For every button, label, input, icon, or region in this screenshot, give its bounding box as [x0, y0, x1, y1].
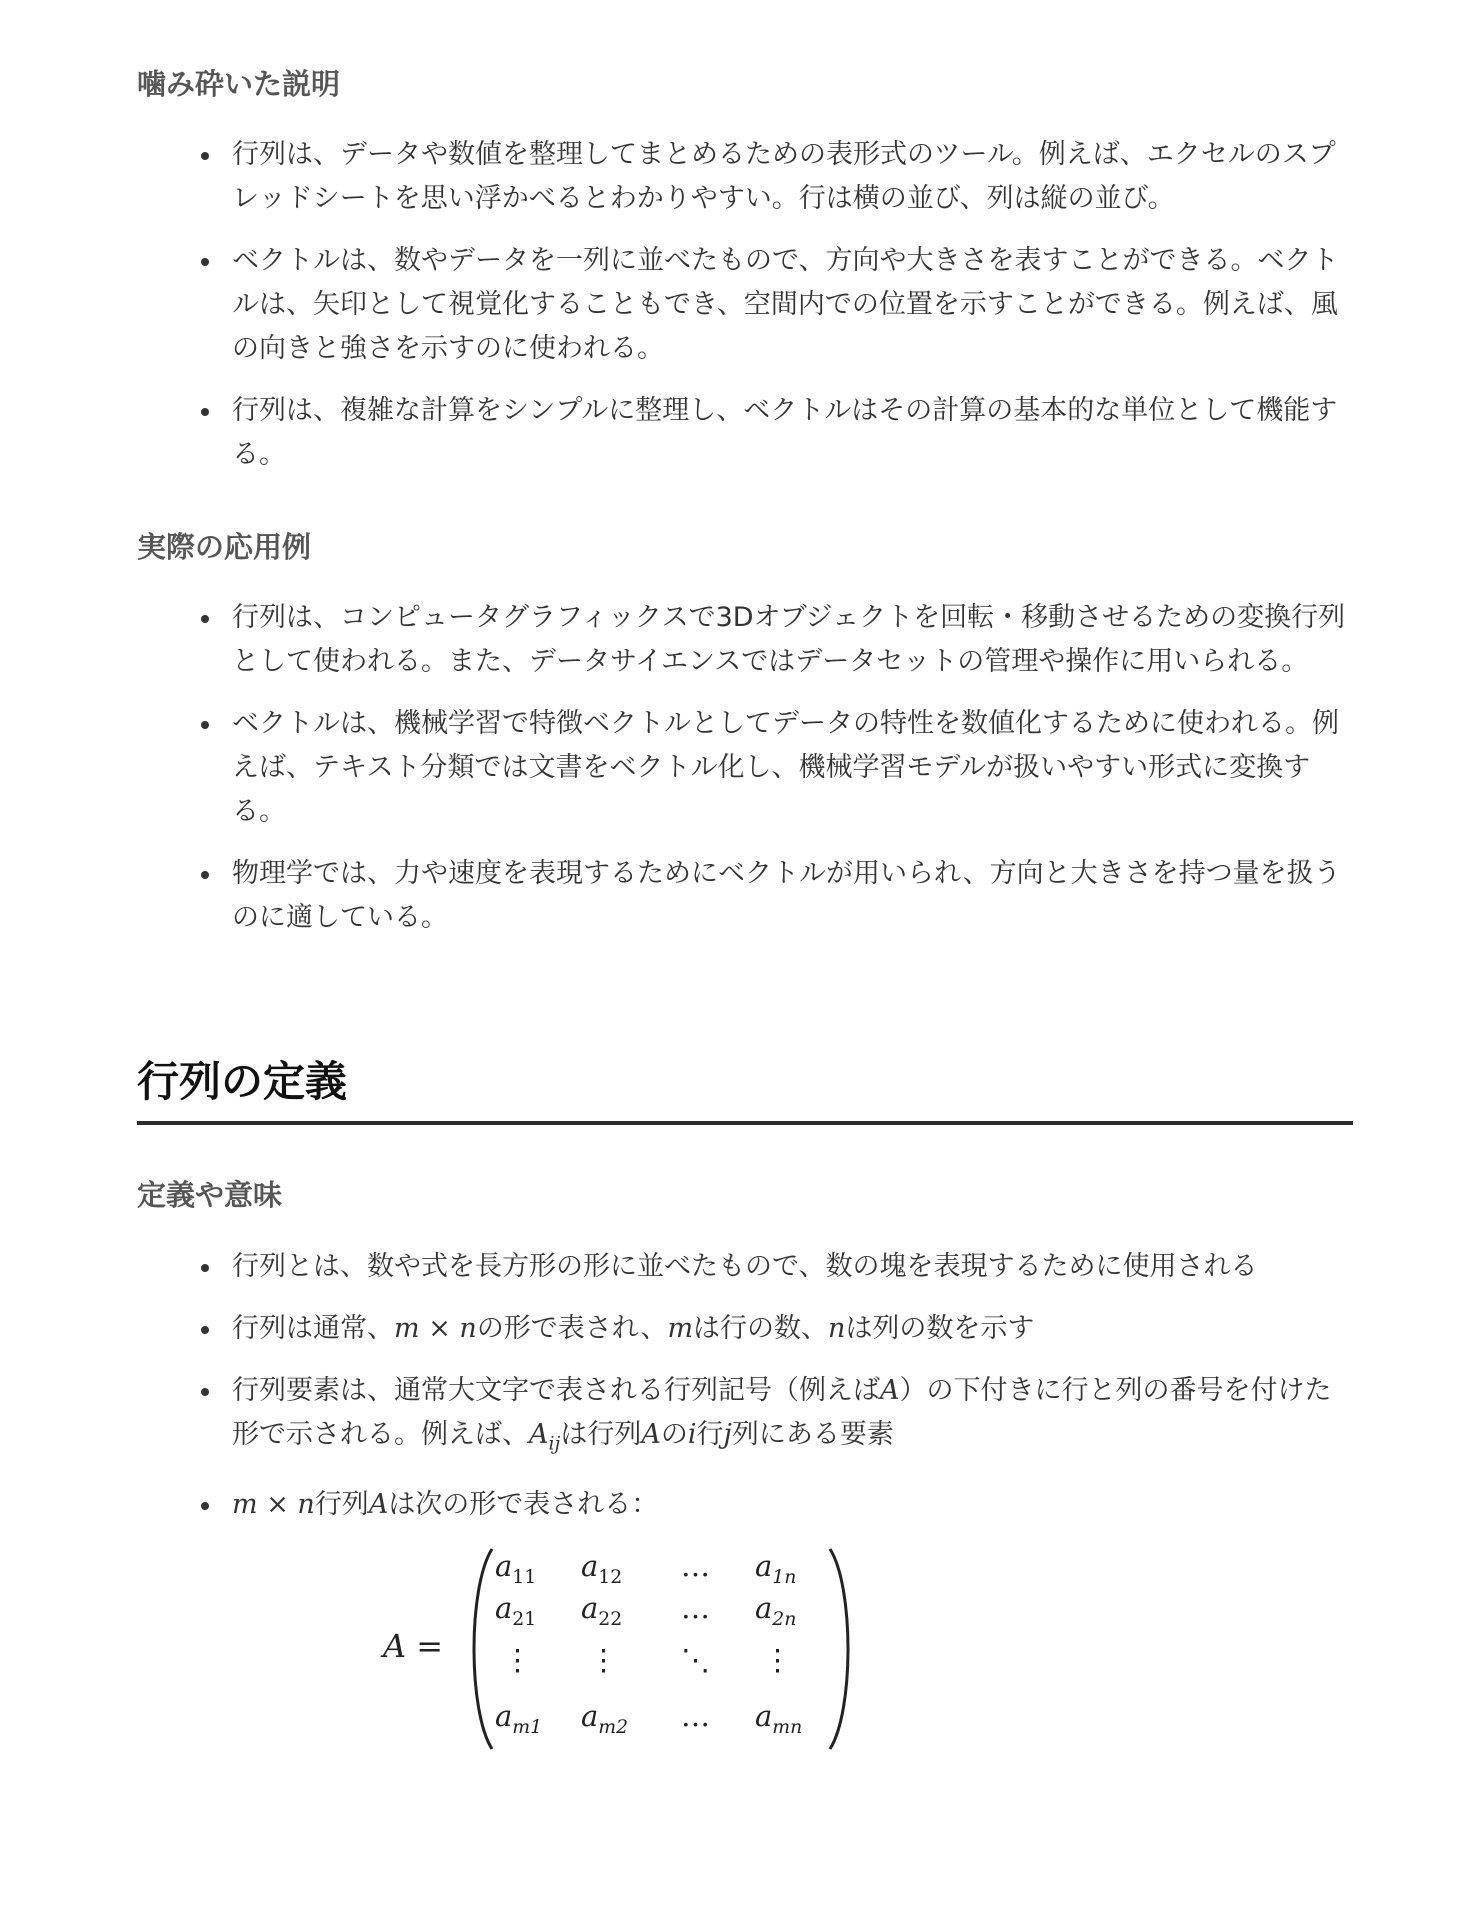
- matrix-cell: $a_{2n}$: [755, 1591, 797, 1630]
- list-item: ベクトルは、機械学習で特徴ベクトルとしてデータの特性を数値化するために使われる。例えば、テキスト分類では文書をベクトル化し、機械学習モデルが扱いやすい形式に変換する。: [137, 702, 1353, 834]
- matrix-cell: $a_{1n}$: [755, 1549, 797, 1588]
- list-item: 行列とは、数や式を長方形の形に並べたもので、数の塊を表現するために使用される: [137, 1245, 1353, 1289]
- matrix-cell: ⋮: [589, 1643, 618, 1677]
- matrix-cell: $a_{11}$: [495, 1549, 537, 1588]
- matrix-cell: …: [681, 1549, 710, 1583]
- applications-list: [137, 596, 1353, 940]
- simple-explanation-list: [137, 133, 1353, 477]
- matrix-cell: ⋮: [763, 1643, 792, 1677]
- matrix-cell: $a_{22}$: [581, 1591, 623, 1630]
- matrix-cell: $a_{m2}$: [581, 1699, 629, 1738]
- list-item: 行列は、データや数値を整理してまとめるための表形式のツール。例えば、エクセルのスプレッドシートを思い浮かべるとわかりやすい。行は横の並び、列は縦の並び。: [137, 133, 1353, 221]
- matrix-cell: $a_{12}$: [581, 1549, 623, 1588]
- list-item: 行列は通常、m × nの形で表され、mは行の数、nは列の数を示す: [137, 1307, 1353, 1351]
- matrix-cell: $a_{21}$: [495, 1591, 537, 1630]
- list-item: ベクトルは、数やデータを一列に並べたもので、方向や大きさを表すことができる。ベクトルは、矢印として視覚化することもでき、空間内での位置を示すことができる。例えば、風の向きと強さを示すのに使われる。: [137, 239, 1353, 371]
- matrix-lhs: A =: [383, 1627, 444, 1665]
- left-parenthesis: [462, 1547, 496, 1751]
- matrix-cell: …: [681, 1591, 710, 1625]
- title-divider: [137, 1121, 1353, 1125]
- definition-list: [137, 1245, 1353, 1527]
- list-item: m × n行列Aは次の形で表される：: [137, 1483, 1353, 1527]
- list-item: 行列は、複雑な計算をシンプルに整理し、ベクトルはその計算の基本的な単位として機能する。: [137, 389, 1353, 477]
- matrix-cell: $a_{m1}$: [495, 1699, 543, 1738]
- section-title-matrix-definition: 行列の定義: [137, 1057, 348, 1106]
- list-item: 行列は、コンピュータグラフィックスで3Dオブジェクトを回転・移動させるための変換行列として使われる。また、データサイエンスではデータセットの管理や操作に用いられる。: [137, 596, 1353, 684]
- matrix-cell: ⋱: [681, 1643, 710, 1677]
- list-item: 物理学では、力や速度を表現するためにベクトルが用いられ、方向と大きさを持つ量を扱うのに適している。: [137, 852, 1353, 940]
- right-parenthesis: [826, 1547, 860, 1751]
- matrix-cell: ⋮: [503, 1643, 532, 1677]
- list-item: 行列要素は、通常大文字で表される行列記号（例えばA）の下付きに行と列の番号を付けた形で示される。例えば、$A_{ij}$は行列Aのi行j列にある要素: [137, 1369, 1353, 1465]
- section-heading-applications: 実際の応用例: [137, 530, 312, 564]
- matrix-cell: $a_{mn}$: [755, 1699, 803, 1738]
- matrix-cell: …: [681, 1699, 710, 1733]
- matrix-equation: [383, 1547, 973, 1757]
- subheading-definition-meaning: 定義や意味: [137, 1178, 283, 1212]
- section-heading-simple-explanation: 噛み砕いた説明: [137, 67, 341, 101]
